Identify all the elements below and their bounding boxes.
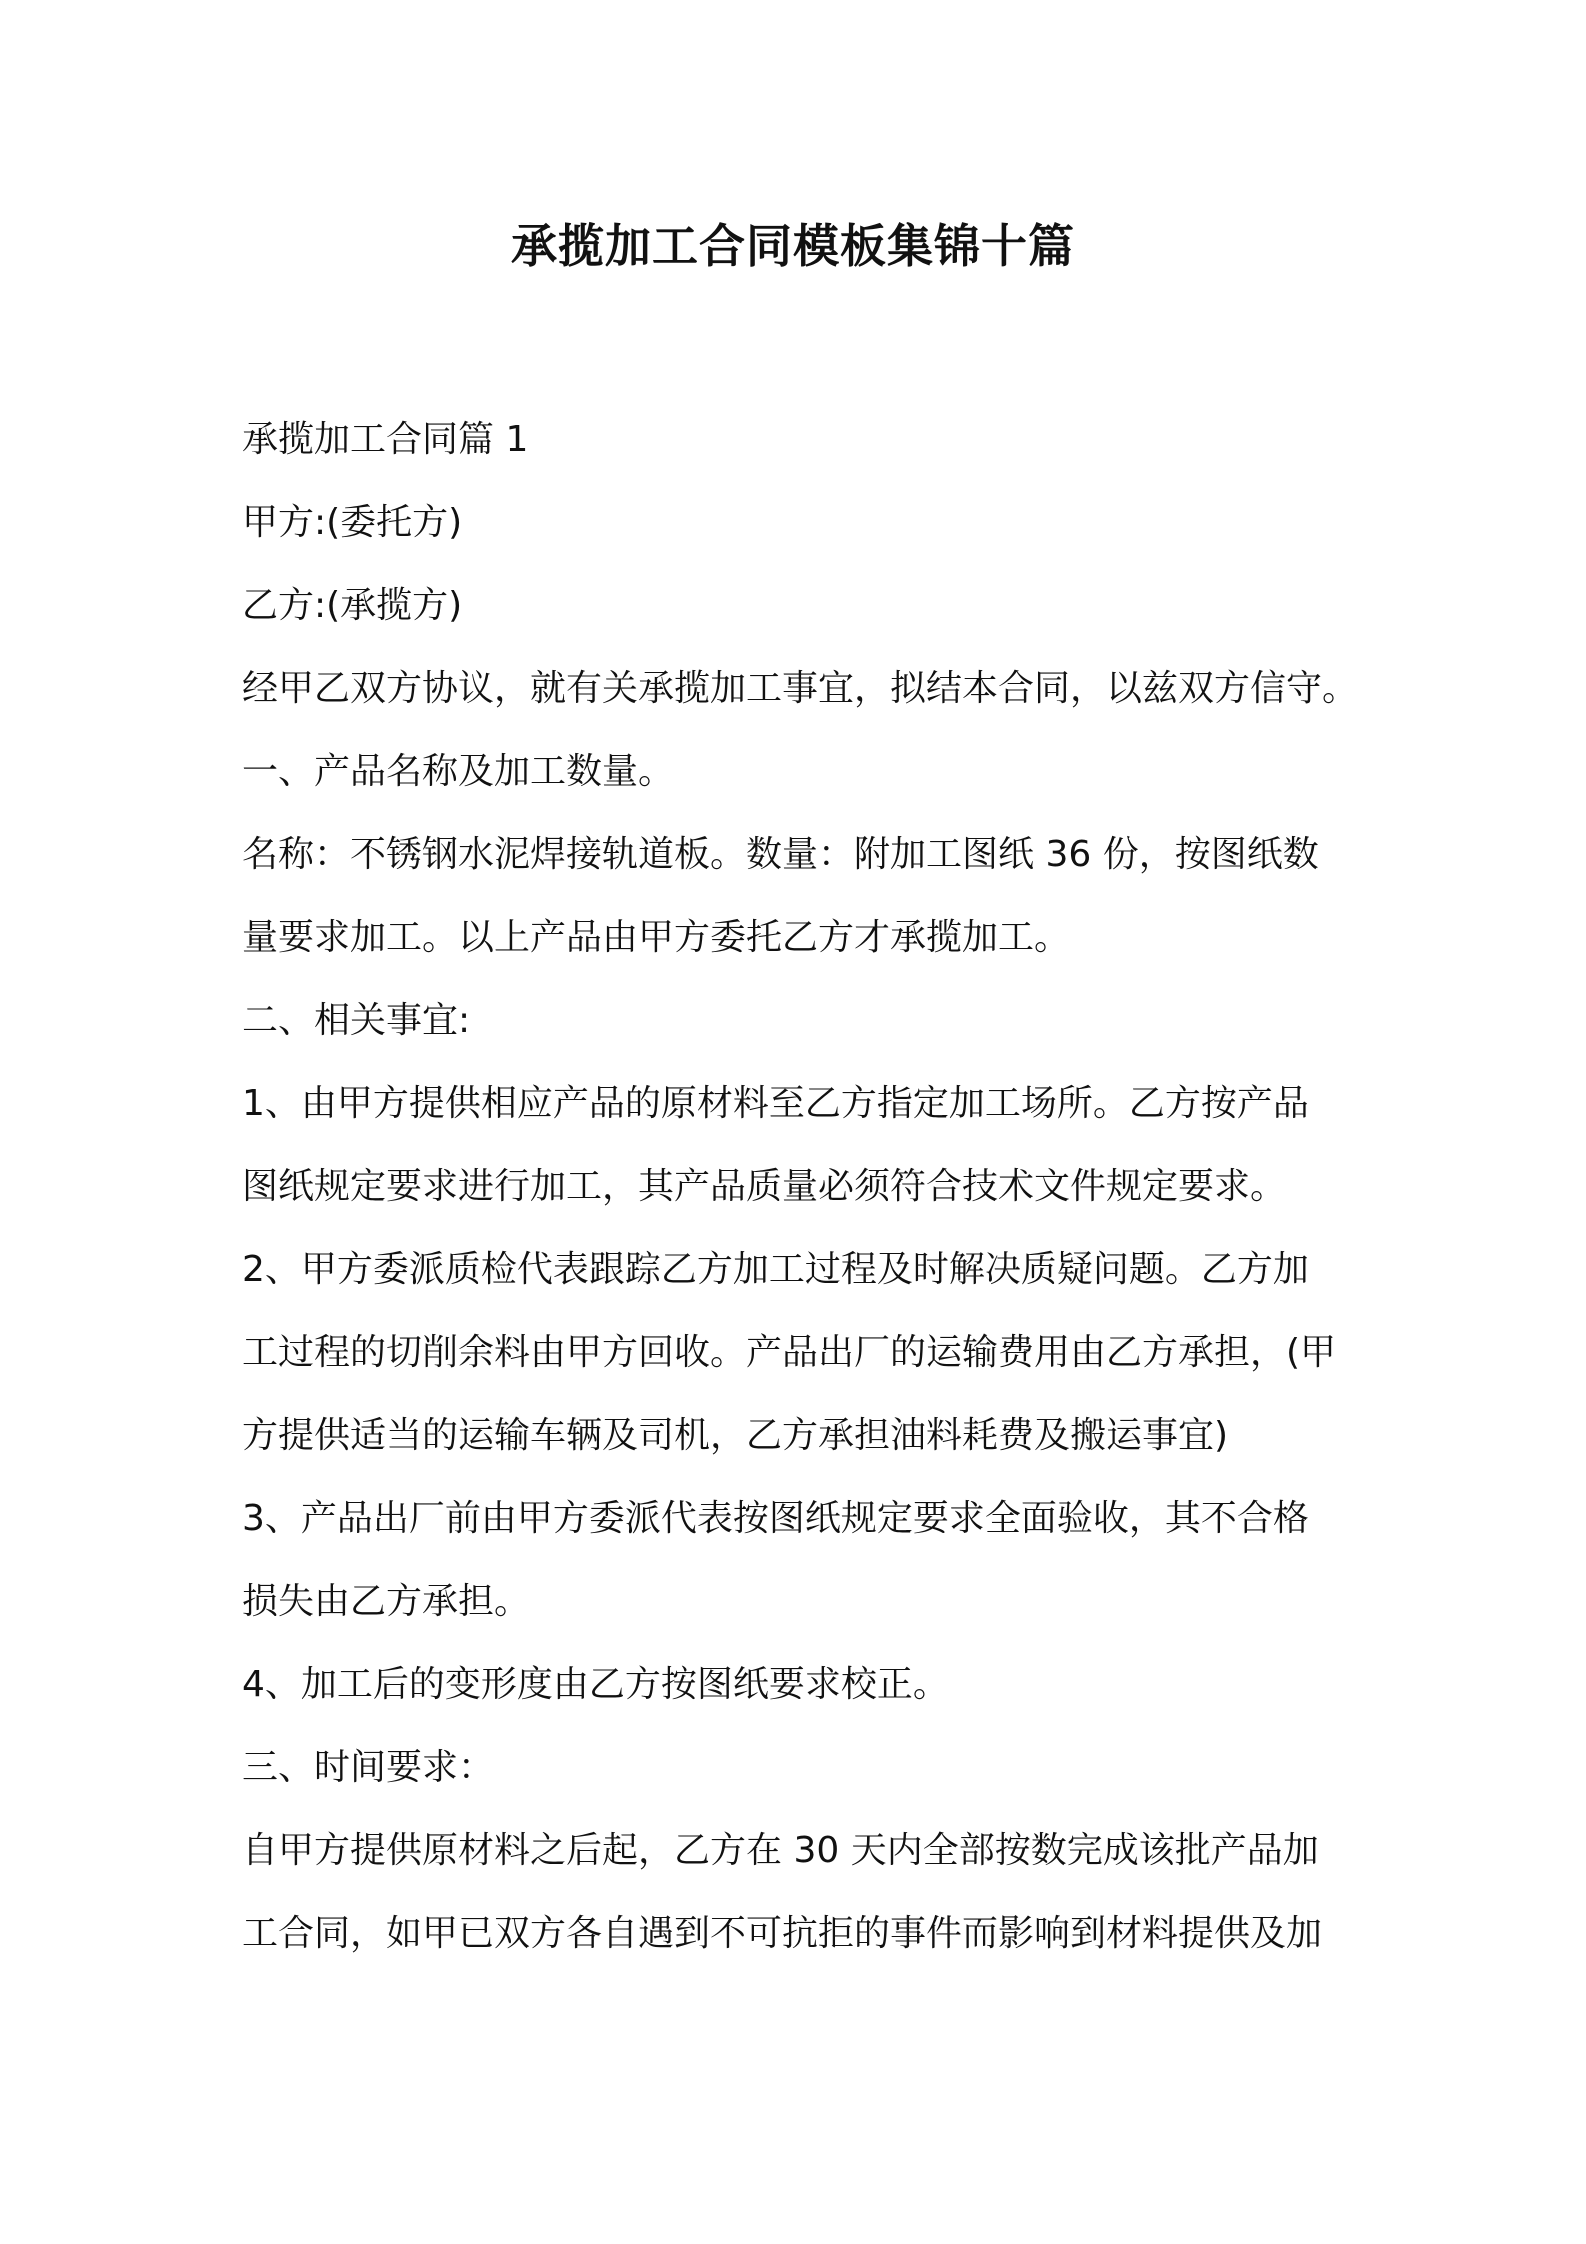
clause-2-line: 方提供适当的运输车辆及司机，乙方承担油料耗费及搬运事宜) xyxy=(242,1415,1229,1456)
agreement-intro-line: 经甲乙双方协议，就有关承揽加工事宜，拟结本合同，以兹双方信守。 xyxy=(242,668,1359,709)
document-title: 承揽加工合同模板集锦十篇 xyxy=(511,219,1075,273)
party-b-line: 乙方:(承揽方) xyxy=(242,585,463,626)
product-text-line: 量要求加工。以上产品由甲方委托乙方才承揽加工。 xyxy=(242,917,1071,958)
clause-2-line: 2、甲方委派质检代表跟踪乙方加工过程及时解决质疑问题。乙方加 xyxy=(242,1249,1309,1290)
clause-3-line: 3、产品出厂前由甲方委派代表按图纸规定要求全面验收，其不合格 xyxy=(242,1498,1309,1539)
product-text-line: 名称：不锈钢水泥焊接轨道板。数量：附加工图纸 36 份，按图纸数 xyxy=(242,834,1319,875)
section-heading-matters: 二、相关事宜: xyxy=(242,1000,471,1041)
clause-3-line: 损失由乙方承担。 xyxy=(242,1581,531,1622)
section-heading-product: 一、产品名称及加工数量。 xyxy=(242,751,675,792)
clause-2-line: 工过程的切削余料由甲方回收。产品出厂的运输费用由乙方承担，(甲 xyxy=(242,1332,1337,1373)
section-heading-contract-1: 承揽加工合同篇 1 xyxy=(242,419,529,460)
time-text-line: 工合同，如甲已双方各自遇到不可抗拒的事件而影响到材料提供及加 xyxy=(242,1913,1323,1954)
clause-1-line: 图纸规定要求进行加工，其产品质量必须符合技术文件规定要求。 xyxy=(242,1166,1287,1207)
clause-1-line: 1、由甲方提供相应产品的原材料至乙方指定加工场所。乙方按产品 xyxy=(242,1083,1309,1124)
document-body xyxy=(242,398,1359,1975)
time-text-line: 自甲方提供原材料之后起，乙方在 30 天内全部按数完成该批产品加 xyxy=(242,1830,1319,1871)
party-a-line: 甲方:(委托方) xyxy=(242,502,463,543)
clause-4-line: 4、加工后的变形度由乙方按图纸要求校正。 xyxy=(242,1664,949,1705)
section-heading-time: 三、时间要求： xyxy=(242,1747,495,1788)
